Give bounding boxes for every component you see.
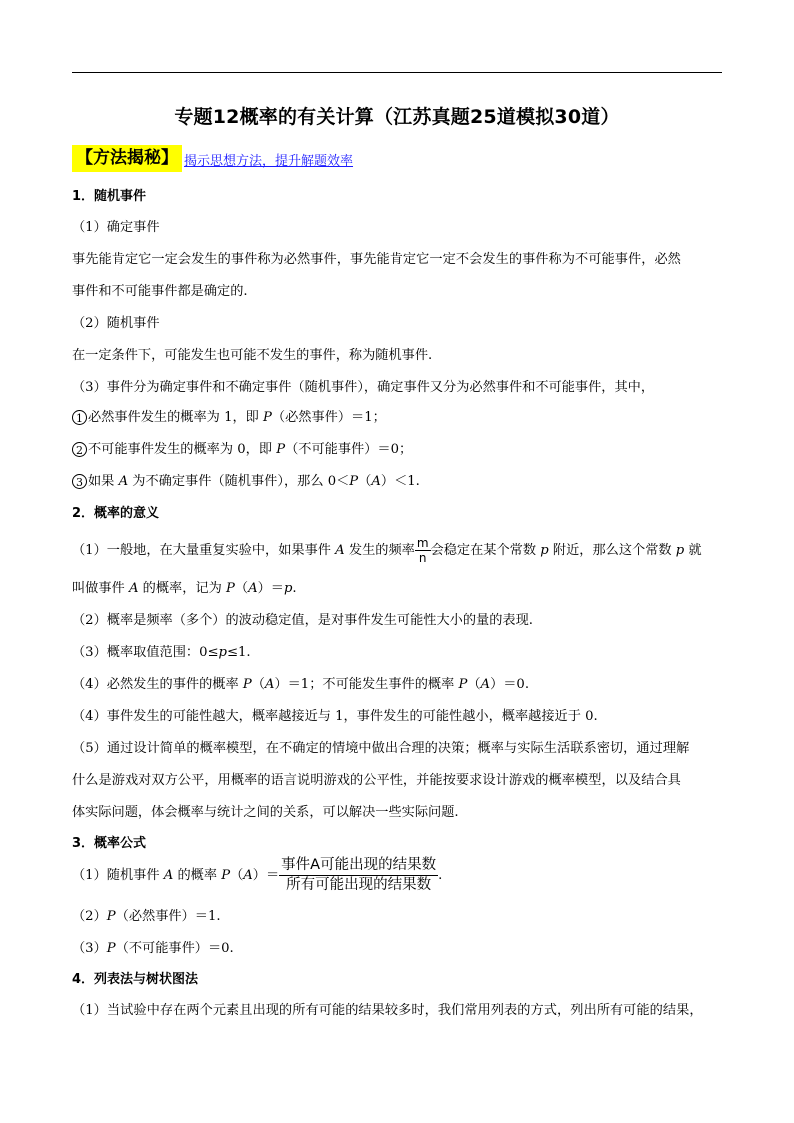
section-2-heading: 2．概率的意义 (72, 506, 160, 521)
s3-p2: （2）P（必然事件）＝1. (72, 909, 221, 924)
method-badge: 【方法揭秘】 (72, 145, 182, 172)
s1-p2-text: 在一定条件下，可能发生也可能不发生的事件，称为随机事件. (72, 348, 433, 363)
s2-p6-c: 体实际问题，体会概率与统计之间的关系，可以解决一些实际问题. (72, 805, 459, 820)
s2-p5: （4）事件发生的可能性越大，概率越接近与 1，事件发生的可能性越小，概率越接近于 0. (72, 709, 598, 724)
circled-number-3: 3 (72, 474, 87, 489)
s1-item-2: 2 不可能事件发生的概率为 0，即 P（不可能事件）＝0； (72, 442, 727, 458)
frequency-fraction: $\frac{m}{n}$ (416, 536, 429, 565)
s1-item-3: 3 如果 A 为不确定事件（随机事件），那么 0＜P（A）＜1. (72, 474, 727, 490)
s3-p3: （3）P（不可能事件）＝0. (72, 941, 234, 956)
s2-p2: （2）概率是频率（多个）的波动稳定值，是对事件发生可能性大小的量的表现. (72, 613, 533, 628)
page-title: 专题12概率的有关计算（江苏真题25道模拟30道） (174, 106, 620, 128)
s1-p1-label: （1）确定事件 (72, 220, 160, 235)
probability-formula-fraction: $\frac{\text{事件A可能出现的结果数}}{\text{所有可能出现的结果数}}$ (281, 857, 437, 893)
s2-p3: （3）概率取值范围：0≤p≤1. (72, 645, 251, 660)
method-banner (72, 142, 353, 172)
section-1-heading: 1．随机事件 (72, 189, 147, 204)
s2-p4: （4）必然发生的事件的概率 P（A）＝1；不可能发生事件的概率 P（A）＝0. (72, 677, 530, 692)
section-4-heading: 4．列表法与树状图法 (72, 972, 199, 987)
header-rule (72, 72, 722, 73)
s1-p1-text-b: 事件和不可能事件都是确定的. (72, 284, 248, 299)
s2-p1-line-a: （1）一般地，在大量重复实验中，如果事件 A 发生的频率 $\frac{m}{n}$ 会稳定在某个常数 p 附近，那么这个常数 p 就 (72, 536, 702, 565)
s4-p1: （1）当试验中存在两个元素且出现的所有可能的结果较多时，我们常用列表的方式，列出所有可能的结果， (72, 1003, 703, 1018)
s1-item-1: 1 必然事件发生的概率为 1，即 P（必然事件）＝1； (72, 410, 727, 426)
s2-p6-b: 什么是游戏对双方公平，用概率的语言说明游戏的公平性，并能按要求设计游戏的概率模型，以及结合具 (72, 773, 681, 788)
s2-p6-a: （5）通过设计简单的概率模型，在不确定的情境中做出合理的决策；概率与实际生活联系密切，通过理解 (72, 741, 690, 756)
s1-p1-text-a: 事先能肯定它一定会发生的事件称为必然事件，事先能肯定它一定不会发生的事件称为不可能事件，必然 (72, 252, 681, 267)
s3-p1: （1）随机事件 A 的概率 P（A）＝ $\frac{\text{事件A可能出现的结果数}}{\text{所有可能出现的结果数}}$ . (72, 857, 443, 893)
s2-p1-line-b: 叫做事件 A 的概率，记为 P（A）＝p. (72, 581, 297, 596)
circled-number-1: 1 (72, 410, 87, 425)
s1-p2-label: （2）随机事件 (72, 316, 160, 331)
circled-number-2: 2 (72, 442, 87, 457)
section-3-heading: 3．概率公式 (72, 836, 147, 851)
method-link[interactable]: 揭示思想方法，提升解题效率 (184, 154, 354, 169)
s1-p3-text: （3）事件分为确定事件和不确定事件（随机事件），确定事件又分为必然事件和不可能事件，其中， (72, 380, 655, 395)
